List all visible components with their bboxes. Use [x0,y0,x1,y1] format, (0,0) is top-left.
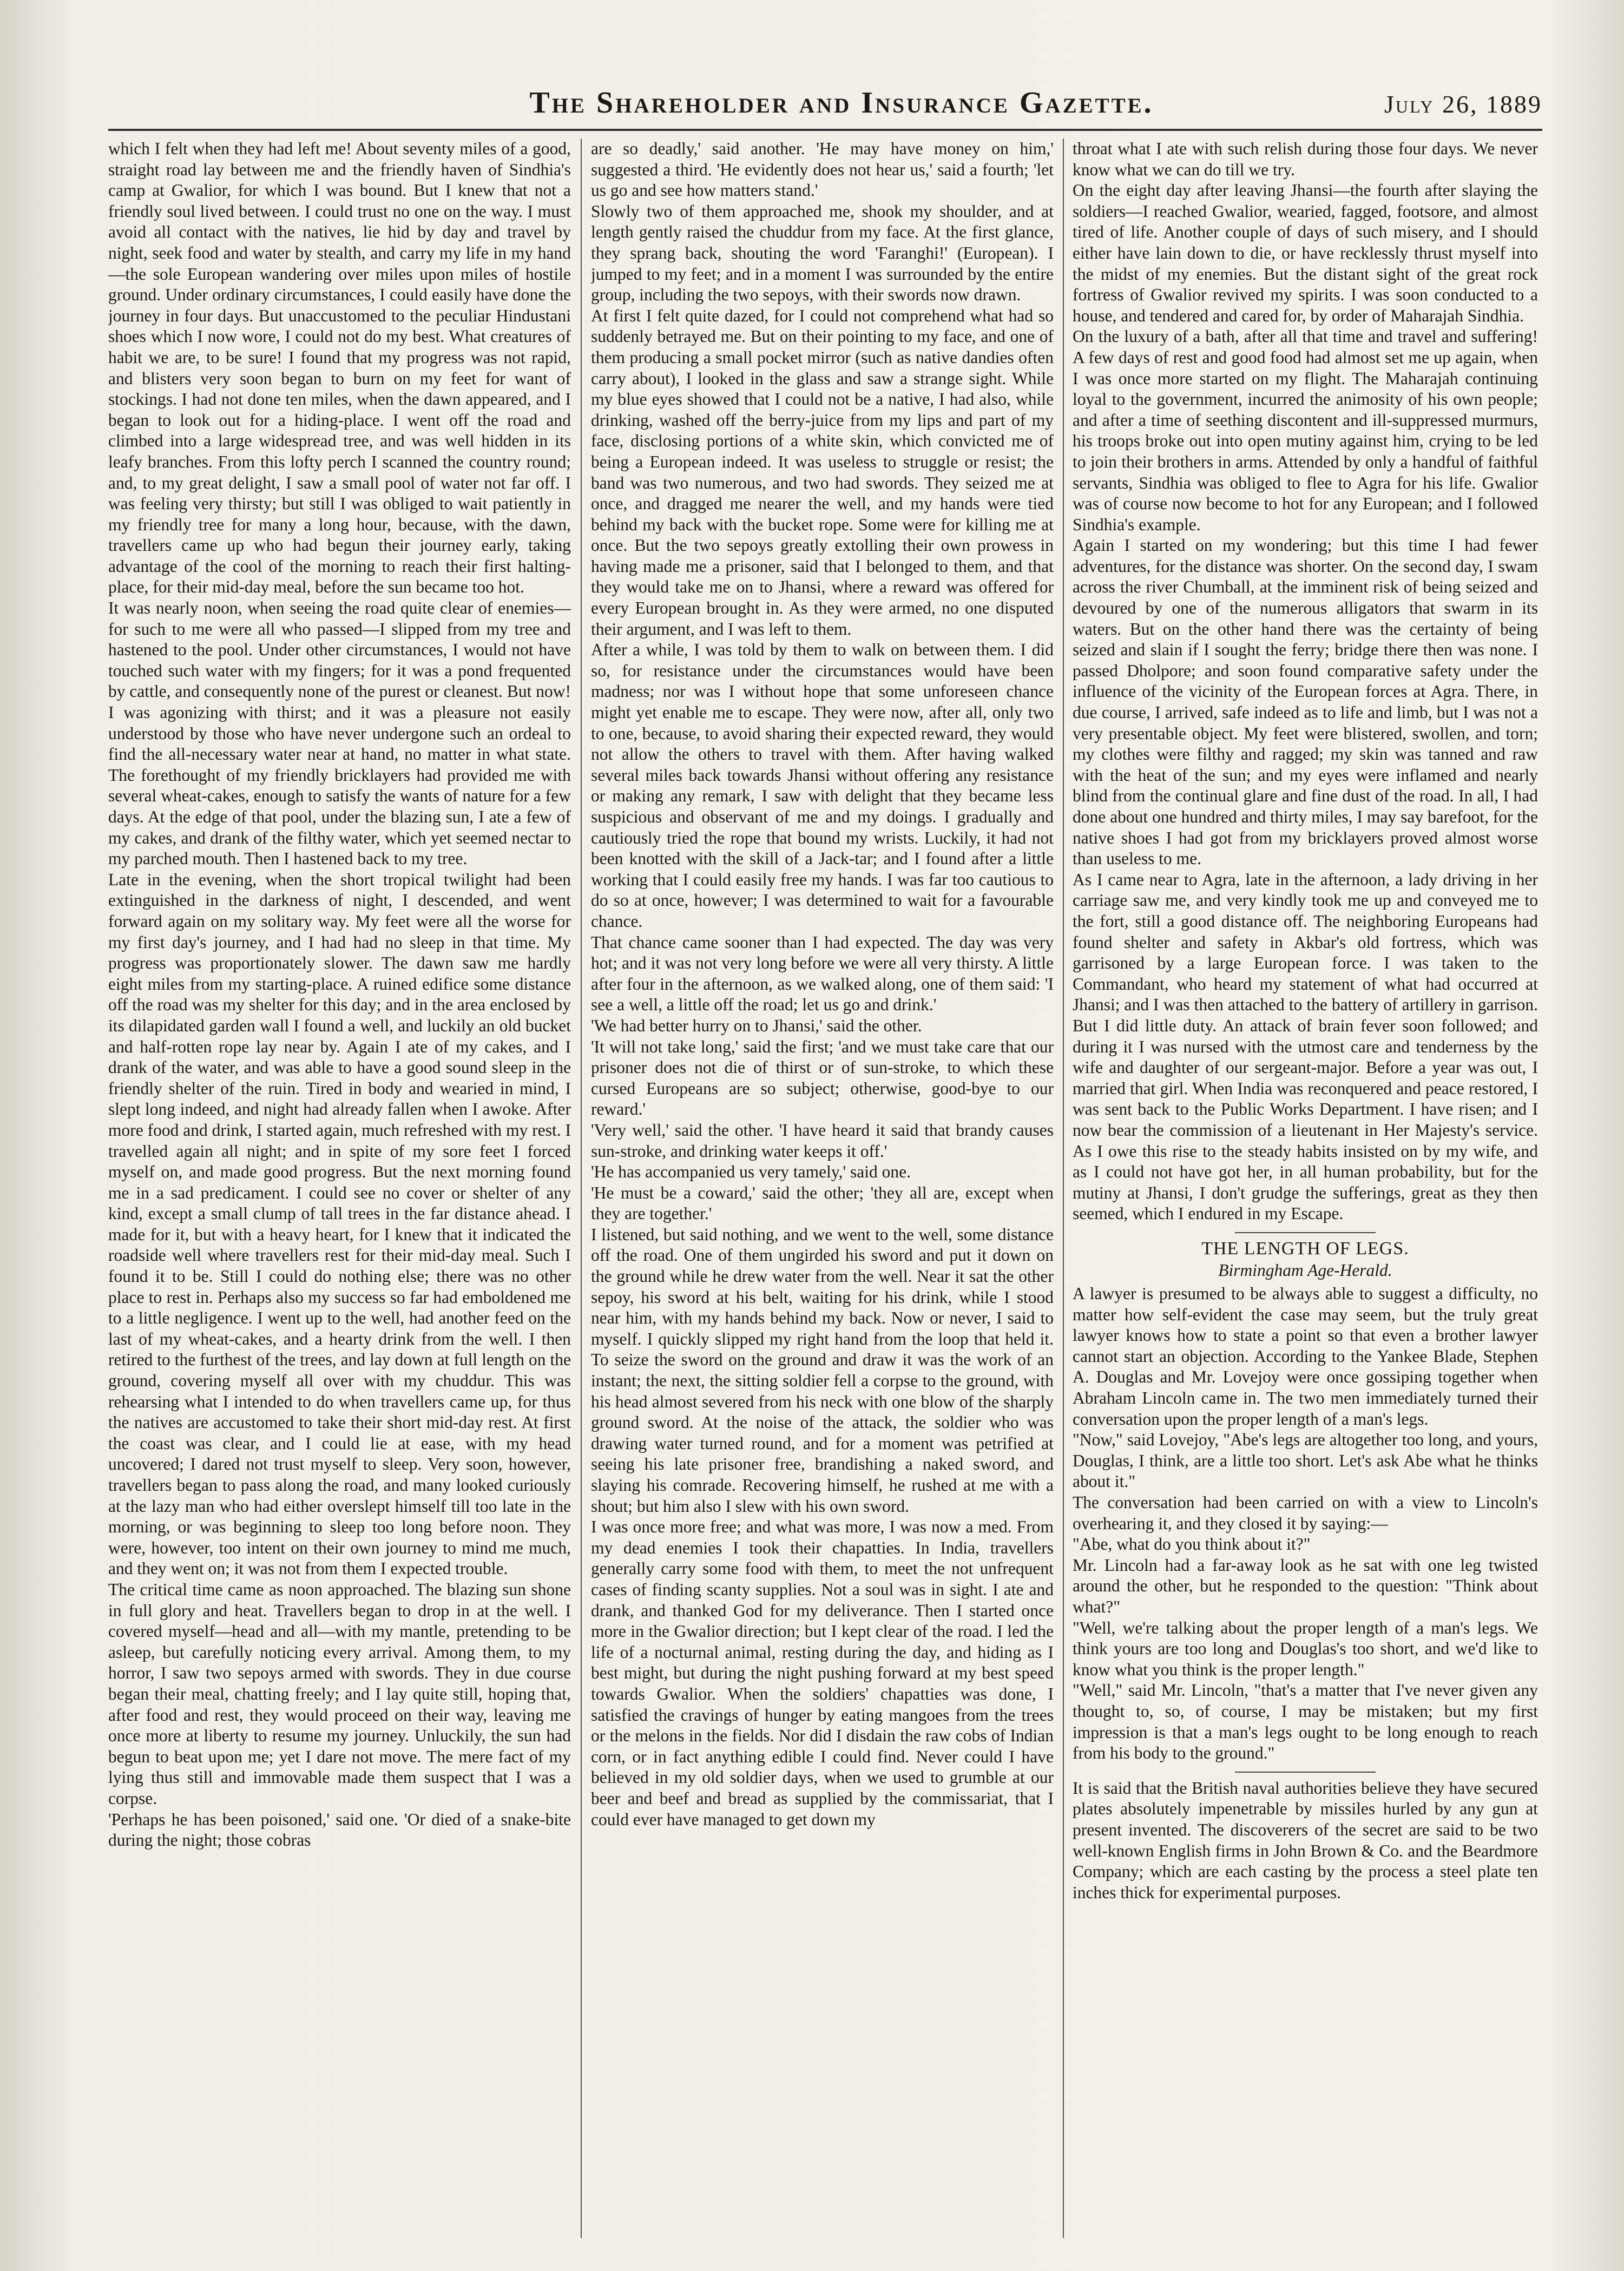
paragraph: The conversation had been carried on with a view to Lincoln's overhearing it, and they closed it by saying:— [1073,1493,1538,1533]
column-1 [108,139,571,2238]
article-separator [1235,1772,1376,1773]
paragraph: It is said that the British naval authorities believe they have secured plates absolutely impenetrable by missiles hurled by any gun at present invented. The discoverers of the secret are said to be two well-known English firms in John Brown & Co. and the Beardmore Company; which are each casting by the process a steel plate ten inches thick for experimental purposes. [1073,1778,1538,1902]
paragraph: The critical time came as noon approached. The blazing sun shone in full glory and heat. Travellers began to drop in at the well. I covered myself—head and all—with my mantle, pretending to be asleep, but carefully noticing every arrival. Among them, to my horror, I saw two sepoys armed with swords. They in due course began their meal, chatting freely; and I lay quite still, hoping that, after food and rest, they would proceed on their way, leaving me once more at liberty to resume my journey. Unluckily, the sun had begun to beat upon me; yet I dare not move. The mere fact of my lying thus still and immovable made them suspect that I was a corpse. [108,1579,571,1808]
article-source: Birmingham Age-Herald. [1218,1261,1392,1280]
paragraph: 'Perhaps he has been poisoned,' said one. 'Or died of a snake-bite during the night; those cobras [108,1809,571,1850]
paragraph: Mr. Lincoln had a far-away look as he sat with one leg twisted around the other, but he responded to the question: "Think about what?" [1073,1555,1538,1616]
paragraph: "Well," said Mr. Lincoln, "that's a matter that I've never given any thought to, so, of course, I may be mistaken; but my first impression is that a man's legs ought to be long enough to reach from his body to the ground." [1073,1681,1538,1763]
paragraph: On the eight day after leaving Jhansi—the fourth after slaying the soldiers—I reached Gwalior, wearied, fagged, footsore, and almost tired of life. Another couple of days of such misery, and I should either have lain down to die, or have recklessly thrust myself into the midst of my enemies. But the distant sight of the great rock fortress of Gwalior revived my spirits. I was soon conducted to a house, and tendered and cared for, by order of Maharajah Sindhia. [1073,181,1538,325]
paragraph: After a while, I was told by them to walk on between them. I did so, for resistance under the circumstances would have been madness; nor was I without hope that some unforeseen chance might yet enable me to escape. They were now, after all, only two to one, because, to avoid sharing their expected reward, they would not allow the others to travel with them. After having walked several miles back towards Jhansi without offering any resistance or making any remark, I saw with delight that they became less suspicious and observant of me and my doings. I gradually and cautiously tried the rope that bound my wrists. Luckily, it had not been knotted with the skill of a Jack-tar; and I found after a little working that I could easily free my hands. I was far too cautious to do so at once, however; I was determined to wait for a favourable chance. [591,640,1054,931]
paragraph: As I came near to Agra, late in the afternoon, a lady driving in her carriage saw me, and very kindly took me up and conveyed me to the fort, still a good distance off. The neighboring Europeans had found shelter and safety in Akbar's old fortress, which was garrisoned by a large European force. I was taken to the Commandant, who heard my statement of what had occurred at Jhansi; and I was then attached to the battery of artillery in garrison. But I did little duty. An attack of brain fever soon followed; and during it I was nursed with the utmost care and tenderness by the wife and daughter of our sergeant-major. Before a year was out, I married that girl. When India was reconquered and peace restored, I was sent back to the Public Works Department. I have risen; and I now bear the commission of a lieutenant in Her Majesty's service. As I owe this rise to the steady habits insisted on by my wife, and as I could not have got her, in all human probability, but for the mutiny at Jhansi, I don't grudge the sufferings, great as they then seemed, which I endured in my Escape. [1073,870,1538,1223]
paragraph: "Well, we're talking about the proper length of a man's legs. We think yours are too long and Douglas's too short, and we'd like to know what you think is the proper length." [1073,1618,1538,1679]
paragraph: I listened, but said nothing, and we went to the well, some distance off the road. One of them ungirded his sword and put it down on the ground while he drew water from the well. Near it sat the other sepoy, his sword at his belt, waiting for his drink, while I stood near him, with my hands behind my back. Now or never, I said to myself. I quickly slipped my right hand from the loop that held it. To seize the sword on the ground and draw it was the work of an instant; the next, the sitting soldier fell a corpse to the ground, with his head almost severed from his neck with one blow of the sharply ground sword. At the noise of the attack, the soldier who was drawing water turned round, and for a moment was petrified at seeing his late prisoner free, brandishing a naked sword, and slaying his comrade. Recovering himself, he rushed at me with a shout; but him also I slew with his own sword. [591,1225,1054,1516]
paragraph: 'He must be a coward,' said the other; 'they all are, except when they are together.' [591,1183,1054,1223]
paragraph: 'He has accompanied us very tamely,' said one. [591,1162,911,1182]
paragraph: which I felt when they had left me! About seventy miles of a good, straight road lay between me and the friendly haven of Sindhia's camp at Gwalior, for which I was bound. But I knew that not a friendly soul lived between. I could trust no one on the way. I must avoid all contact with the natives, lie hid by day and travel by night, seek food and water by stealth, and carry my life in my hand—the sole European wandering over miles upon miles of hostile ground. Under ordinary circumstances, I could easily have done the journey in four days. But unaccustomed to the peculiar Hindustani shoes which I now wore, I could not do my best. What creatures of habit we are, to be sure! I found that my progress was not rapid, and blisters very soon began to burn on my feet for want of stockings. I had not done ten miles, when the dawn appeared, and I began to look out for a hiding-place. I went off the road and climbed into a large widespread tree, and was well hidden in its leafy branches. From this lofty perch I scanned the country round; and, to my great delight, I saw a small pool of water not far off. I was feeling very thirsty; but still I was obliged to wait patiently in my friendly tree for many a long hour, because, with the dawn, travellers came up who had begun their journey early, taking advantage of the cool of the morning to reach their first halting-place, for their mid-day meal, before the sun became too hot. [108,139,571,597]
paragraph: 'Very well,' said the other. 'I have heard it said that brandy causes sun-stroke, and drinking water keeps it off.' [591,1120,1054,1161]
header-rule [108,129,1542,131]
paragraph: At first I felt quite dazed, for I could not comprehend what had so suddenly betrayed me. But on their pointing to my face, and one of them producing a small pocket mirror (such as native dandies often carry about), I looked in the glass and saw a strange sight. While my blue eyes showed that I could not be a native, I had also, while drinking, washed off the berry-juice from my lips and part of my face, disclosing portions of a white skin, which convicted me of being a European indeed. It was useless to struggle or resist; the band was two numerous, and two had swords. They seized me at once, and dragged me nearer the well, and my hands were tied behind my back with the bucket rope. Some were for killing me at once. But the two sepoys greatly extolling their own prowess in having made me a prisoner, said that I belonged to them, and that they would take me on to Jhansi, where a reward was offered for every European brought in. As they were armed, no one disputed their argument, and I was left to them. [591,306,1054,638]
column-3 [1073,139,1538,2238]
paragraph: It was nearly noon, when seeing the road quite clear of enemies—for such to me were all who passed—I slipped from my tree and hastened to the pool. Under other circumstances, I would not have touched such water with my fingers; for it was a pond frequented by cattle, and consequently none of the purest or cleanest. But now! I was agonizing with thirst; and it was a pleasure not easily understood by those who have never undergone such an ordeal to find the all-necessary water near at hand, no matter in what state. The forethought of my friendly bricklayers had provided me with several wheat-cakes, enough to satisfy the wants of nature for a few days. At the edge of that pool, under the blazing sun, I ate a few of my cakes, and drank of the filthy water, which yet seemed nectar to my parched mouth. Then I hastened back to my tree. [108,598,571,868]
paragraph: Again I started on my wondering; but this time I had fewer adventures, for the distance was shorter. On the second day, I swam across the river Chumball, at the imminent risk of being seized and devoured by one of the numerous alligators that swarm in its waters. But on the other hand there was the certainty of being seized and slain if I sought the ferry; bridge there then was none. I passed Dholpore; and soon found comparative safety under the influence of the vicinity of the European forces at Agra. There, in due course, I arrived, safe indeed as to life and limb, but I was not a very presentable object. My feet were blistered, swollen, and torn; my clothes were filthy and ragged; my skin was tanned and raw with the heat of the sun; and my eyes were inflamed and nearly blind from the continual glare and fine dust of the road. In all, I had done about one hundred and thirty miles, I may say barefoot, for the native shoes I had got from my bricklayers proved almost worse than useless to me. [1073,536,1538,868]
paragraph: I was once more free; and what was more, I was now a med. From my dead enemies I took their chapatties. In India, travellers generally carry some food with them, to meet the not unfrequent cases of finding scanty supplies. Not a soul was in sight. I ate and drank, and thanked God for my deliverance. Then I started once more in the Gwalior direction; but I kept clear of the road. I led the life of a nocturnal animal, resting during the day, and hiding as I best might, but during the night pushing forward at my best speed towards Gwalior. When the soldiers' chapatties was done, I satisfied the cravings of hunger by eating mangoes from the trees or the melons in the fields. Nor did I disdain the raw cobs of Indian corn, or in fact anything edible I could find. Never could I have believed in my old soldier days, when we used to grumble at our beer and beef and bread as supplied by the commissariat, that I could ever have managed to get down my [591,1517,1054,1829]
paragraph: Slowly two of them approached me, shook my shoulder, and at length gently raised the chuddur from my face. At the first glance, they sprang back, shouting the word 'Faranghi!' (European). I jumped to my feet; and in a moment I was surrounded by the entire group, including the two sepoys, with their swords now drawn. [591,201,1054,305]
paragraph: "Now," said Lovejoy, "Abe's legs are altogether too long, and yours, Douglas, I think, are a little too short. Let's ask Abe what he thinks about it." [1073,1430,1538,1491]
page-header [108,81,1542,124]
paragraph: Late in the evening, when the short tropical twilight had been extinguished in the darkness of night, I descended, and went forward again on my solitary way. My feet were all the worse for my first day's journey, and I had had no sleep in that time. My progress was proportionately slower. The dawn saw me hardly eight miles from my starting-place. A ruined edifice some distance off the road was my shelter for this day; and in the area enclosed by its dilapidated garden wall I found a well, and luckily an old bucket and half-rotten rope lay near by. Again I ate of my cakes, and I drank of the water, and was able to have a good sound sleep in the friendly shelter of the ruin. Tired in body and wearied in mind, I slept long indeed, and night had already fallen when I awoke. After more food and drink, I started again, much refreshed with my rest. I travelled again all night; and in spite of my sore feet I forced myself on, and made good progress. But the next morning found me in a sad predicament. I could see no cover or shelter of any kind, except a small clump of tall trees in the far distance ahead. I made for it, but with a heavy heart, for I knew that it indicated the roadside well where travellers rest for their mid-day meal. Such I found it to be. Still I could do nothing else; there was no other place to rest in. Perhaps also my success so far had emboldened me to a little negligence. I went up to the well, had another feed on the last of my wheat-cakes, and a hearty drink from the well. I then retired to the furthest of the trees, and lay down at full length on the ground, covering myself all over with my chuddur. This was rehearsing what I intended to do when travellers came up, for thus the natives are accustomed to take their short mid-day rest. At first the coast was clear, and I could lie at ease, with my head uncovered; I dared not trust myself to sleep. Very soon, however, travellers began to pass along the road, and many looked curiously at the lazy man who had either overslept himself till too late in the morning, or was beginning to sleep too long before noon. They were, however, too intent on their own journey to mind me much, and they went on; it was not from them I expected trouble. [108,870,571,1578]
paragraph: are so deadly,' said another. 'He may have money on him,' suggested a third. 'He evidently does not hear us,' said a fourth; 'let us go and see how matters stand.' [591,139,1054,200]
column-divider [1063,139,1064,2238]
paragraph: A lawyer is presumed to be always able to suggest a difficulty, no matter how self-evident the case may seem, but the truly great lawyer knows how to state a point so that even a brother lawyer cannot start an objection. According to the Yankee Blade, Stephen A. Douglas and Mr. Lovejoy were once gossiping together when Abraham Lincoln came in. The two men immediately turned their conversation upon the proper length of a man's legs. [1073,1284,1538,1429]
paragraph: On the luxury of a bath, after all that time and travel and suffering! A few days of rest and good food had almost set me up again, when I was once more started on my flight. The Maharajah continuing loyal to the government, incurred the animosity of his own people; and after a time of seething discontent and ill-suppressed murmurs, his troops broke out into open mutiny against him, crying to be led to join their brothers in arms. Attended by only a handful of faithful servants, Sindhia was obliged to flee to Agra for his life. Gwalior was of course now become to hot for any European; and I followed Sindhia's example. [1073,327,1538,534]
paragraph: throat what I ate with such relish during those four days. We never know what we can do till we try. [1073,139,1538,179]
masthead-title: The Shareholder and Insurance Gazette. [529,86,1154,120]
paragraph: That chance came sooner than I had expected. The day was very hot; and it was not very long before we were all very thirsty. A little after four in the afternoon, as we walked along, one of them said: 'I see a well, a little off the road; let us go and drink.' [591,932,1054,1015]
paragraph: 'We had better hurry on to Jhansi,' said the other. [591,1016,922,1035]
paragraph: "Abe, what do you think about it?" [1073,1535,1311,1554]
article-title: THE LENGTH OF LEGS. [1201,1238,1409,1259]
column-2 [591,139,1054,2238]
issue-date: July 26, 1889 [1384,90,1542,118]
paragraph: 'It will not take long,' said the first; 'and we must take care that our prisoner does not die of thirst or of sun-stroke, to which these cursed Europeans are so subject; otherwise, good-bye to our reward.' [591,1037,1054,1119]
article-separator [1235,1232,1376,1233]
column-divider [581,139,582,2238]
